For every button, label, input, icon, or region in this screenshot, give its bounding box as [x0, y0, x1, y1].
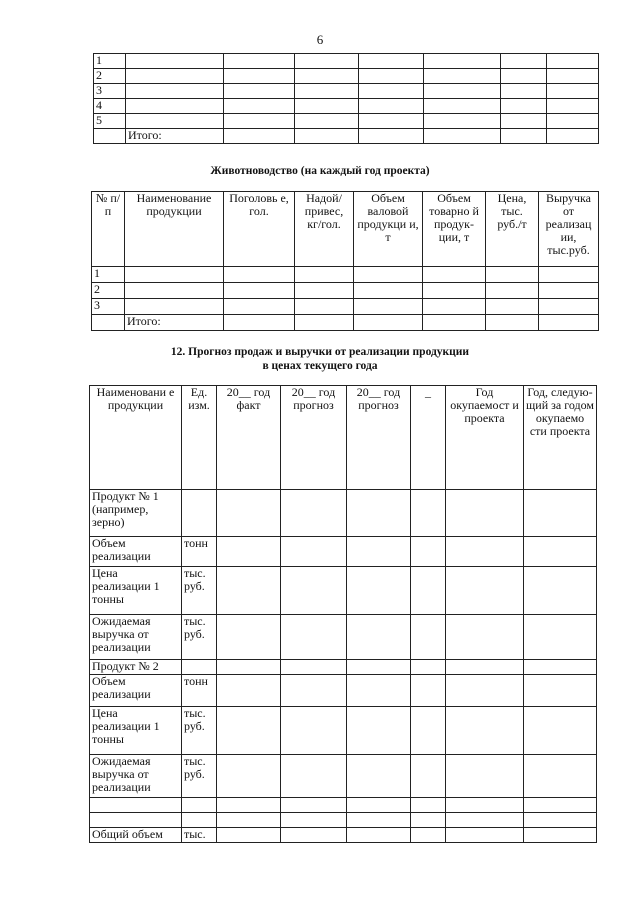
table-cell	[524, 675, 597, 707]
table-cell: тонн	[182, 537, 217, 567]
table-cell	[539, 299, 599, 315]
table-row	[90, 798, 597, 813]
table-cell	[424, 84, 501, 99]
table-cell	[217, 567, 281, 615]
table-cell	[295, 129, 359, 144]
table-cell	[125, 283, 224, 299]
table-cell	[524, 798, 597, 813]
table-cell	[539, 283, 599, 299]
table-cell	[354, 283, 423, 299]
table-cell	[295, 114, 359, 129]
table-cell	[354, 299, 423, 315]
table-cell	[281, 490, 347, 537]
table-cell	[224, 84, 295, 99]
table-cell	[359, 84, 424, 99]
table-cell	[295, 99, 359, 114]
forecast-table	[89, 385, 597, 843]
table-cell	[501, 99, 547, 114]
table-cell	[359, 69, 424, 84]
table-cell	[281, 537, 347, 567]
table-cell	[446, 660, 524, 675]
table-cell	[486, 283, 539, 299]
table-cell	[446, 537, 524, 567]
header-cell: 20__ год прогноз	[281, 386, 347, 490]
table-cell	[347, 755, 411, 798]
table-row	[90, 537, 597, 567]
table-row	[90, 567, 597, 615]
forecast-heading-line1: 12. Прогноз продаж и выручки от реализации продукции	[170, 346, 470, 358]
table-row	[94, 69, 599, 84]
table-cell	[524, 660, 597, 675]
table-cell	[359, 114, 424, 129]
forecast-header-row	[90, 386, 597, 490]
table-row	[92, 299, 599, 315]
table-cell	[524, 755, 597, 798]
table-cell: Итого:	[126, 129, 224, 144]
table-row	[90, 828, 597, 843]
table-cell	[547, 69, 599, 84]
table-cell	[224, 129, 295, 144]
header-cell: Надой/ привес, кг/гол.	[295, 192, 354, 267]
table-cell	[446, 828, 524, 843]
table-cell: 2	[92, 283, 125, 299]
table-cell	[281, 707, 347, 755]
table-cell	[182, 490, 217, 537]
table-cell	[182, 813, 217, 828]
table-cell: тыс. руб.	[182, 755, 217, 798]
table-cell	[354, 267, 423, 283]
table-cell	[224, 69, 295, 84]
table-cell	[281, 675, 347, 707]
header-cell: Наименование продукции	[125, 192, 224, 267]
table-cell	[182, 798, 217, 813]
table-cell	[347, 615, 411, 660]
table-cell	[501, 84, 547, 99]
table-cell	[423, 283, 486, 299]
table-cell	[524, 828, 597, 843]
header-cell: Выручка от реализац ии, тыс.руб.	[539, 192, 599, 267]
table-cell	[224, 114, 295, 129]
table-cell	[424, 129, 501, 144]
table-cell: Объем реализации	[90, 675, 182, 707]
table-cell	[524, 615, 597, 660]
header-cell: 20__ год факт	[217, 386, 281, 490]
table-cell	[411, 490, 446, 537]
table-cell	[90, 798, 182, 813]
table-cell	[524, 707, 597, 755]
table-cell	[217, 537, 281, 567]
table-cell: тыс. руб.	[182, 615, 217, 660]
table-cell	[501, 129, 547, 144]
header-cell: Объем валовой продукци и, т	[354, 192, 423, 267]
table-cell	[224, 54, 295, 69]
table-cell	[411, 615, 446, 660]
table-cell: Ожидаемая выручка от реализации	[90, 615, 182, 660]
table-cell: Объем реализации	[90, 537, 182, 567]
table-cell	[547, 84, 599, 99]
table-cell	[411, 707, 446, 755]
table-cell	[295, 84, 359, 99]
table-cell: Цена реализации 1 тонны	[90, 707, 182, 755]
header-cell: Год окупаемост и проекта	[446, 386, 524, 490]
livestock-header-row	[92, 192, 599, 267]
table-cell	[125, 299, 224, 315]
table-cell: 1	[94, 54, 126, 69]
table-cell	[295, 69, 359, 84]
table-cell: Продукт № 2	[90, 660, 182, 675]
table-cell	[354, 315, 423, 331]
header-cell: Поголовь е, гол.	[224, 192, 295, 267]
table-cell	[547, 114, 599, 129]
table-cell	[347, 660, 411, 675]
table-cell	[90, 813, 182, 828]
table-cell	[524, 813, 597, 828]
table-cell: 4	[94, 99, 126, 114]
table-cell	[217, 490, 281, 537]
table-cell	[501, 114, 547, 129]
table-cell	[295, 54, 359, 69]
table-cell	[126, 99, 224, 114]
table-cell	[281, 798, 347, 813]
table-cell	[347, 537, 411, 567]
table-row	[94, 114, 599, 129]
table-cell	[217, 675, 281, 707]
table-cell	[411, 537, 446, 567]
table-cell: Продукт № 1 (например, зерно)	[90, 490, 182, 537]
table-cell	[446, 567, 524, 615]
table-cell: Ожидаемая выручка от реализации	[90, 755, 182, 798]
table-cell: 2	[94, 69, 126, 84]
table-cell	[411, 828, 446, 843]
table-row	[94, 84, 599, 99]
livestock-table	[91, 191, 599, 331]
table-row	[92, 283, 599, 299]
table-cell	[224, 315, 295, 331]
table-cell	[126, 54, 224, 69]
table-row	[90, 615, 597, 660]
table-cell	[411, 567, 446, 615]
table-cell	[281, 567, 347, 615]
table-cell	[359, 99, 424, 114]
top-table	[93, 53, 599, 144]
table-cell	[423, 267, 486, 283]
forecast-heading-line2: в ценах текущего года	[262, 360, 378, 372]
table-cell	[423, 315, 486, 331]
table-cell: 3	[94, 84, 126, 99]
table-cell	[126, 84, 224, 99]
table-cell	[224, 299, 295, 315]
table-cell	[347, 567, 411, 615]
table-cell	[94, 129, 126, 144]
table-cell	[347, 828, 411, 843]
table-row	[94, 129, 599, 144]
table-cell	[446, 615, 524, 660]
table-cell	[281, 813, 347, 828]
table-cell	[347, 675, 411, 707]
table-cell	[126, 69, 224, 84]
table-cell	[501, 54, 547, 69]
table-cell	[446, 675, 524, 707]
table-cell	[281, 660, 347, 675]
table-cell	[446, 755, 524, 798]
table-cell	[347, 707, 411, 755]
table-cell	[182, 660, 217, 675]
table-cell	[446, 813, 524, 828]
table-row	[92, 315, 599, 331]
table-row	[94, 99, 599, 114]
table-cell	[217, 707, 281, 755]
table-cell	[424, 114, 501, 129]
table-cell	[224, 99, 295, 114]
table-cell	[411, 755, 446, 798]
table-cell	[347, 813, 411, 828]
header-cell: № п/п	[92, 192, 125, 267]
page-number: 6	[316, 32, 324, 47]
table-cell: тыс. руб.	[182, 707, 217, 755]
table-cell	[217, 755, 281, 798]
header-cell: Цена, тыс. руб./т	[486, 192, 539, 267]
table-cell	[347, 490, 411, 537]
table-cell	[446, 707, 524, 755]
table-cell	[92, 315, 125, 331]
table-cell	[501, 69, 547, 84]
table-cell: 1	[92, 267, 125, 283]
table-cell	[217, 798, 281, 813]
table-cell	[486, 267, 539, 283]
table-cell	[411, 813, 446, 828]
table-cell	[411, 660, 446, 675]
table-cell	[359, 129, 424, 144]
header-cell: _	[411, 386, 446, 490]
header-cell: Ед. изм.	[182, 386, 217, 490]
table-cell	[295, 267, 354, 283]
table-cell	[217, 813, 281, 828]
table-cell	[539, 267, 599, 283]
table-cell	[524, 537, 597, 567]
table-cell	[424, 69, 501, 84]
table-cell	[347, 798, 411, 813]
header-cell: 20__ год прогноз	[347, 386, 411, 490]
table-row	[92, 267, 599, 283]
livestock-heading: Животноводство (на каждый год проекта)	[210, 165, 430, 177]
table-cell	[547, 129, 599, 144]
table-cell	[295, 299, 354, 315]
table-cell	[547, 54, 599, 69]
table-row	[90, 707, 597, 755]
table-cell: Общий объем	[90, 828, 182, 843]
table-cell	[281, 615, 347, 660]
table-cell	[217, 660, 281, 675]
table-cell	[423, 299, 486, 315]
table-cell	[547, 99, 599, 114]
table-cell	[295, 283, 354, 299]
table-cell	[125, 267, 224, 283]
table-cell	[524, 490, 597, 537]
table-row	[94, 54, 599, 69]
table-cell	[486, 315, 539, 331]
table-cell	[224, 283, 295, 299]
table-cell	[281, 828, 347, 843]
table-cell	[424, 99, 501, 114]
table-cell	[524, 567, 597, 615]
table-cell	[411, 675, 446, 707]
table-cell: 5	[94, 114, 126, 129]
table-cell	[295, 315, 354, 331]
table-cell	[281, 755, 347, 798]
table-cell	[224, 267, 295, 283]
table-cell: 3	[92, 299, 125, 315]
table-cell: тыс. руб.	[182, 567, 217, 615]
table-cell	[446, 490, 524, 537]
header-cell: Год, следую- щий за годом окупаемо сти проекта	[524, 386, 597, 490]
table-cell	[411, 798, 446, 813]
table-row	[90, 490, 597, 537]
table-row	[90, 675, 597, 707]
table-cell	[217, 828, 281, 843]
table-cell	[446, 798, 524, 813]
header-cell: Наименовани е продукции	[90, 386, 182, 490]
table-cell	[126, 114, 224, 129]
table-cell: Цена реализации 1 тонны	[90, 567, 182, 615]
table-row	[90, 755, 597, 798]
table-cell	[217, 615, 281, 660]
header-cell: Объем товарно й продук- ции, т	[423, 192, 486, 267]
table-cell: тонн	[182, 675, 217, 707]
table-cell: Итого:	[125, 315, 224, 331]
table-row	[90, 813, 597, 828]
table-row	[90, 660, 597, 675]
table-cell	[424, 54, 501, 69]
table-cell	[539, 315, 599, 331]
table-cell: тыс.	[182, 828, 217, 843]
table-cell	[359, 54, 424, 69]
table-cell	[486, 299, 539, 315]
